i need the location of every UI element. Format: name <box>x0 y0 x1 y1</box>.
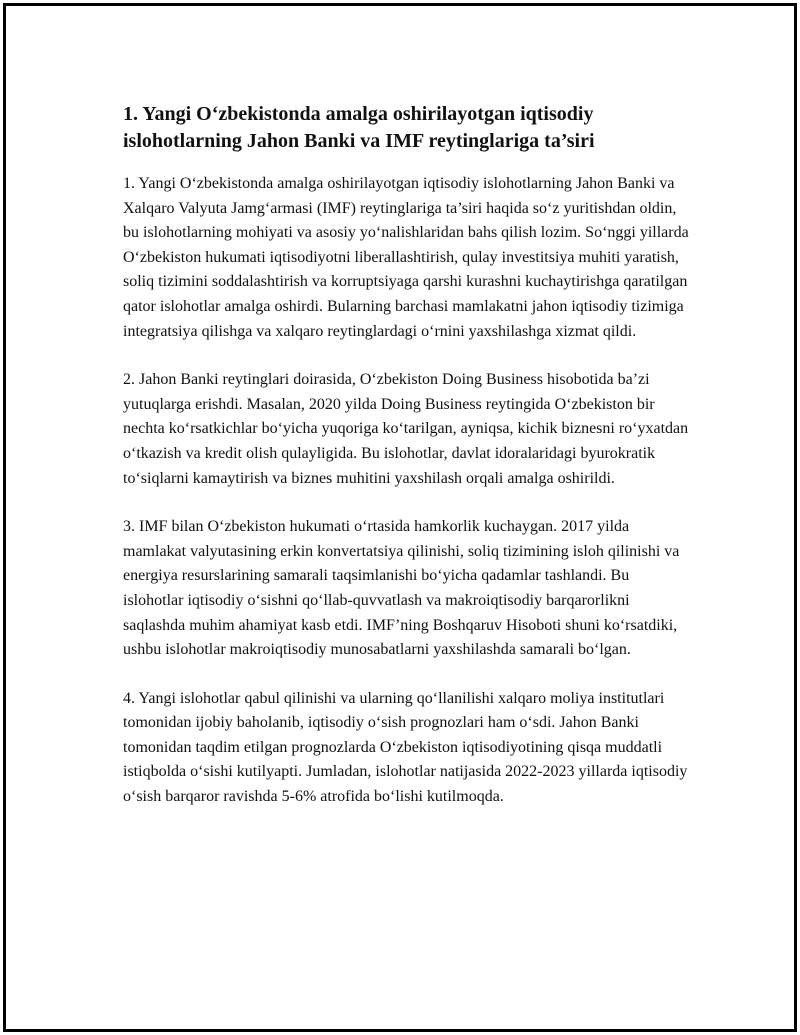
paragraph-4: 4. Yangi islohotlar qabul qilinishi va ularning qo‘llanilishi xalqaro moliya institutlari tomonidan ijobiy baholanib, iqtisodiy o‘sish prognozlari ham o‘sdi. Jahon Banki tomonidan taqdim etilgan prognozlarda O‘zbekiston iqtisodiyotining qisqa muddatli istiqbolda o‘sishi kutilyapti. Jumladan, islohotlar natijasida 2022-2023 yillarda iqtisodiy o‘sish barqaror ravishda 5-6% atrofida bo‘lishi kutilmoqda. <box>123 689 688 806</box>
page-border <box>3 3 797 1032</box>
paragraph-1: 1. Yangi O‘zbekistonda amalga oshirilayotgan iqtisodiy islohotlarning Jahon Banki va Xalqaro Valyuta Jamg‘armasi (IMF) reytinglariga ta’siri haqida so‘z yuritishdan oldin, bu islohotlarning mohiyati va asosiy yo‘nalishlaridan bahs qilish lozim. So‘nggi yillarda O‘zbekiston hukumati iqtisodiyotni liberallashtirish, qulay investitsiya muhiti yaratish, soliq tizimini soddalashtirish va korruptsiyaga qarshi kurashni kuchaytirishga qaratilgan qator islohotlar amalga oshirdi. Bularning barchasi mamlakatni jahon iqtisodiy tizimiga integratsiya qilishga va xalqaro reytinglardagi o‘rnini yaxshilashga xizmat qildi. <box>123 175 689 340</box>
document-body <box>123 101 693 834</box>
paragraph-2: 2. Jahon Banki reytinglari doirasida, O‘zbekiston Doing Business hisobotida ba’zi yutuqlarga erishdi. Masalan, 2020 yilda Doing Business reytingida O‘zbekiston bir nechta ko‘rsatkichlar bo‘yicha yuqoriga ko‘tarilgan, ayniqsa, kichik biznesni ro‘yxatdan o‘tkazish va kredit olish qulayligida. Bu islohotlar, davlat idoralaridagi byurokratik to‘siqlarni kamaytirish va biznes muhitini yaxshilash orqali amalga oshirildi. <box>123 371 689 487</box>
document-title: 1. Yangi O‘zbekistonda amalga oshirilayotgan iqtisodiy islohotlarning Jahon Banki va IMF reytinglariga ta’siri <box>123 103 595 152</box>
paragraph-3: 3. IMF bilan O‘zbekiston hukumati o‘rtasida hamkorlik kuchaygan. 2017 yilda mamlakat valyutasining erkin konvertatsiya qilinishi, soliq tizimining isloh qilinishi va energiya resurslarining samarali taqsimlanishi bo‘yicha qadamlar tashlandi. Bu islohotlar iqtisodiy o‘sishni qo‘llab-quvvatlash va makroiqtisodiy barqarorlikni saqlashda muhim ahamiyat kasb etdi. IMF’ning Boshqaruv Hisoboti shuni ko‘rsatdiki, ushbu islohotlar makroiqtisodiy munosabatlarni yaxshilashda samarali bo‘lgan. <box>123 518 680 659</box>
